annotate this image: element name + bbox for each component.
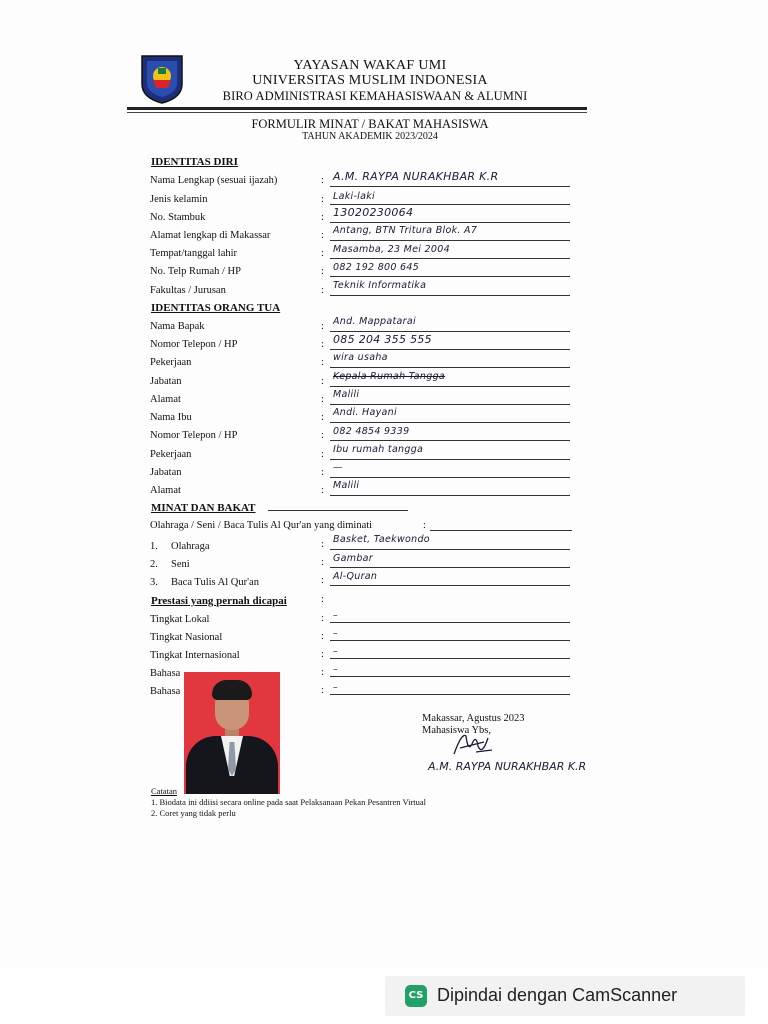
field-underline [330,585,570,586]
field-value-father-phone[interactable]: 085 204 355 555 [333,333,432,346]
field-value-mother-job[interactable]: Ibu rumah tangga [333,444,424,455]
field-label: Bahasa [150,668,181,679]
notes-title: Catatan [151,786,177,796]
field-value-gender[interactable]: Laki-laki [333,191,375,202]
field-underline [330,386,570,387]
section-title-minat-bakat: MINAT DAN BAKAT [151,502,256,514]
field-underline [330,495,570,496]
field-underline [330,204,570,205]
field-underline [330,258,570,259]
field-value-faculty[interactable]: Teknik Informatika [333,280,427,291]
field-underline [330,240,570,241]
field-underline [330,459,570,460]
field-value-mother-position[interactable]: — [333,462,343,473]
interest-item-number: 1. [150,541,158,552]
field-label: Alamat [150,394,181,405]
camscanner-logo-icon: CS [405,985,427,1007]
interest-item-label: Baca Tulis Al Qur'an [171,577,259,588]
field-value-quran[interactable]: Al-Quran [333,571,378,582]
field-value-father-position[interactable]: Kepala Rumah Tangga [333,371,446,382]
field-underline [330,422,570,423]
field-value-address[interactable]: Antang, BTN Tritura Blok. A7 [333,225,478,236]
signature-name: A.M. RAYPA NURAKHBAR K.R [428,760,587,773]
field-underline [330,640,570,641]
field-underline [330,440,570,441]
field-value-language-2[interactable]: – [333,682,339,693]
field-underline [330,222,570,223]
field-label: Nomor Telepon / HP [150,430,238,441]
section-title-prestasi: Prestasi yang pernah dicapai [151,595,287,607]
field-underline [330,622,570,623]
university-name: UNIVERSITAS MUSLIM INDONESIA [252,73,488,88]
header-divider-thin [127,112,587,113]
field-underline [330,186,570,187]
signature-role: Mahasiswa Ybs, [422,725,492,736]
camscanner-watermark [385,976,745,1016]
field-underline [330,676,570,677]
field-value-father-job[interactable]: wira usaha [333,352,388,363]
field-value-local[interactable]: – [333,610,339,621]
field-underline [330,404,570,405]
interest-item-number: 3. [150,577,158,588]
field-value-full-name[interactable]: A.M. RAYPA NURAKHBAR K.R [333,170,499,183]
handwritten-signature [448,726,498,760]
field-label: Jabatan [150,376,182,387]
field-label: Pekerjaan [150,357,192,368]
field-label: Tingkat Nasional [150,632,223,643]
field-underline [330,694,570,695]
foundation-name: YAYASAN WAKAF UMI [293,58,447,73]
field-label: Pekerjaan [150,449,192,460]
field-label: Tingkat Lokal [150,614,210,625]
field-label: Alamat lengkap di Makassar [150,230,271,241]
field-underline [330,567,570,568]
field-underline [330,549,570,550]
field-label: Fakultas / Jurusan [150,285,226,296]
field-label: No. Stambuk [150,212,206,223]
field-label: Tingkat Internasional [150,650,240,661]
field-value-sport[interactable]: Basket, Taekwondo [333,534,430,545]
signature-place-date: Makassar, Agustus 2023 [422,713,525,724]
field-label: Tempat/tanggal lahir [150,248,238,259]
field-underline [330,331,570,332]
form-title: FORMULIR MINAT / BAKAT MAHASISWA [251,117,489,131]
field-value-father-address[interactable]: Malili [333,389,360,400]
field-label: Jenis kelamin [150,194,208,205]
field-value-art[interactable]: Gambar [333,553,373,564]
field-underline [330,276,570,277]
interest-question: Olahraga / Seni / Baca Tulis Al Qur'an yang diminati [150,520,373,531]
section-underline [268,510,408,511]
field-label: Nomor Telepon / HP [150,339,238,350]
field-label: No. Telp Rumah / HP [150,266,241,277]
field-value-mother-address[interactable]: Malili [333,480,360,491]
field-value-language-1[interactable]: – [333,664,339,675]
field-underline [330,477,570,478]
notes-item: 2. Coret yang tidak perlu [151,808,236,818]
interest-item-label: Olahraga [171,541,210,552]
field-label: Bahasa [150,686,181,697]
form-subtitle: TAHUN AKADEMIK 2023/2024 [302,131,438,142]
student-photo [184,672,280,794]
field-value-phone[interactable]: 082 192 800 645 [333,262,420,273]
notes-item: 1. Biodata ini ddiisi secara online pada saat Pelaksanaan Pekan Pesantren Virtual [151,797,427,807]
field-label: Nama Bapak [150,321,205,332]
field-underline [330,658,570,659]
field-underline [330,349,570,350]
field-underline [330,367,570,368]
field-value-mother-phone[interactable]: 082 4854 9339 [333,426,410,437]
field-label: Nama Ibu [150,412,192,423]
scanned-document-page: YAYASAN WAKAF UMI UNIVERSITAS MUSLIM INDONESIA BIRO ADMINISTRASI KEMAHASISWAAN & ALUMNI FORMULIR MINAT / BAKAT MAHASISWA TAHUN AKADEMIK 2023/2024 IDENTITAS DIRI Nama Lengkap (sesuai ijazah) : A.M. RAYPA NURAKHBAR K.R Jenis kelamin : Laki-laki No. Stambuk : 13020230064 Alamat lengkap di Makassar : Antang, BTN Tritura Blok. A7 Tempat/tanggal lahir : Masamba, 23 Mei 2004 No. Telp Rumah / HP : 082 192 800 645 Fakultas / Jurusan : Teknik Informatika IDENTITAS ORANG TUA Nama Bapak : And. Mappatarai Nomor Telepon / HP : 085 204 355 555 Pekerjaan : wira usaha Jabatan : Kepala Rumah Tangga Alamat : Malili Nama Ibu : Andi. Hayani Nomor Telepon / HP : 082 4854 9339 Pekerjaan : Ibu rumah tangga Jabatan : — Alamat : Malili MINAT DAN BAKAT Olahraga / Seni / Baca Tulis Al Qur'an yang diminati : 1. Olahraga : Basket, Taekwondo 2. Seni : Gambar 3. Baca Tulis Al Qur'an : Al-Quran Prestasi yang pernah dicapai : Tingkat Lokal : – Tingkat Nasional : – Tingkat Internasional : – Bahasa : – Bahasa : – Makassar, Agustus 2023 Mahasiswa Ybs, A.M. RAYPA NURAKHBAR K.R Catatan 1. Biodata ini ddiisi secara online pada saat Pelaksanaan Pekan Pesantren Virtual 2. Coret yang tidak perlu [0,0,768,1024]
field-underline [330,295,570,296]
field-label: Nama Lengkap (sesuai ijazah) [150,175,278,186]
camscanner-text: Dipindai dengan CamScanner [437,985,678,1005]
section-title-identitas-orang-tua: IDENTITAS ORANG TUA [151,302,281,314]
interest-item-number: 2. [150,559,158,570]
field-value-father-name[interactable]: And. Mappatarai [333,316,416,327]
header-divider [127,107,587,110]
field-value-international[interactable]: – [333,646,339,657]
field-label: Jabatan [150,467,182,478]
field-label: Alamat [150,485,181,496]
field-value-mother-name[interactable]: Andi. Hayani [333,407,397,418]
field-value-national[interactable]: – [333,628,339,639]
interest-item-label: Seni [171,559,190,570]
field-underline [430,530,572,531]
field-value-birth[interactable]: Masamba, 23 Mei 2004 [333,244,450,255]
field-value-student-id[interactable]: 13020230064 [333,206,414,219]
bureau-name: BIRO ADMINISTRASI KEMAHASISWAAN & ALUMNI [222,89,528,103]
section-title-identitas-diri: IDENTITAS DIRI [151,156,238,168]
